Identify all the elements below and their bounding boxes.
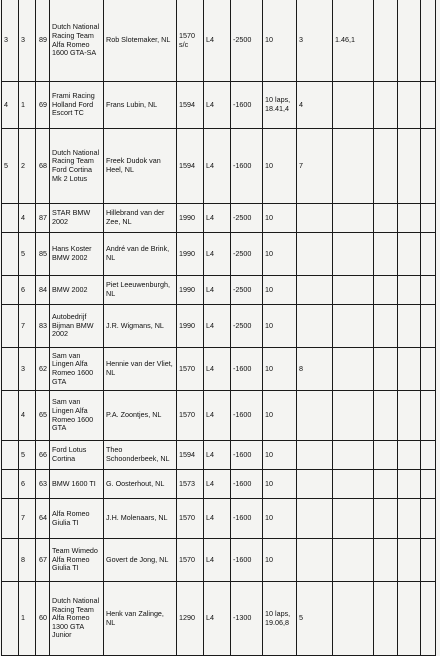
empty-cell	[374, 539, 398, 582]
empty-cell	[398, 441, 421, 470]
empty-cell	[374, 204, 398, 233]
category-cell: -2500	[231, 305, 263, 348]
driver-cell: Hennie van der Vliet, NL	[104, 348, 177, 391]
class-cell: 4	[19, 204, 36, 233]
cc-cell: 1290	[177, 582, 204, 656]
pos-cell	[2, 470, 19, 499]
driver-cell: Govert de Jong, NL	[104, 539, 177, 582]
class-cell: 1	[19, 582, 36, 656]
table-row	[2, 233, 436, 276]
table-row	[2, 0, 436, 82]
time-cell	[333, 441, 374, 470]
time-cell	[333, 391, 374, 441]
class-cell: 6	[19, 470, 36, 499]
empty-cell	[421, 441, 436, 470]
number-cell: 60	[36, 582, 50, 656]
number-cell: 63	[36, 470, 50, 499]
table-row	[2, 582, 436, 656]
laps-cell: 10	[263, 276, 297, 305]
empty-cell	[398, 391, 421, 441]
laps-cell: 10	[263, 470, 297, 499]
cylinder-cell: L4	[204, 233, 231, 276]
table-row	[2, 499, 436, 539]
empty-cell	[421, 82, 436, 129]
pos-cell	[2, 499, 19, 539]
number-cell: 89	[36, 0, 50, 82]
table-row	[2, 348, 436, 391]
number-cell: 87	[36, 204, 50, 233]
cc-cell: 1570	[177, 499, 204, 539]
laps-cell: 10 laps, 19.06,8	[263, 582, 297, 656]
cylinder-cell: L4	[204, 204, 231, 233]
table-row	[2, 276, 436, 305]
class-cell: 3	[19, 348, 36, 391]
team-car-cell: Autobedrijf Bijman BMW 2002	[50, 305, 104, 348]
team-car-cell: Alfa Romeo Giulia TI	[50, 499, 104, 539]
class-position-cell: 4	[297, 82, 333, 129]
time-cell	[333, 348, 374, 391]
category-cell: -1600	[231, 82, 263, 129]
laps-cell: 10	[263, 539, 297, 582]
driver-cell: Theo Schoonderbeek, NL	[104, 441, 177, 470]
pos-cell: 4	[2, 82, 19, 129]
driver-cell: André van de Brink, NL	[104, 233, 177, 276]
empty-cell	[421, 233, 436, 276]
empty-cell	[421, 0, 436, 82]
table-row	[2, 305, 436, 348]
cylinder-cell: L4	[204, 82, 231, 129]
empty-cell	[398, 0, 421, 82]
cylinder-cell: L4	[204, 441, 231, 470]
cc-cell: 1570	[177, 391, 204, 441]
time-cell	[333, 582, 374, 656]
cylinder-cell: L4	[204, 582, 231, 656]
number-cell: 68	[36, 129, 50, 204]
empty-cell	[421, 499, 436, 539]
category-cell: -1600	[231, 499, 263, 539]
team-car-cell: Dutch National Racing Team Ford Cortina Mk 2 Lotus	[50, 129, 104, 204]
laps-cell: 10	[263, 391, 297, 441]
category-cell: -2500	[231, 204, 263, 233]
pos-cell: 5	[2, 129, 19, 204]
number-cell: 64	[36, 499, 50, 539]
cc-cell: 1594	[177, 441, 204, 470]
class-position-cell	[297, 276, 333, 305]
driver-cell: Hillebrand van der Zee, NL	[104, 204, 177, 233]
empty-cell	[421, 305, 436, 348]
class-position-cell: 3	[297, 0, 333, 82]
class-cell: 1	[19, 82, 36, 129]
laps-cell: 10	[263, 499, 297, 539]
class-position-cell: 8	[297, 348, 333, 391]
class-position-cell	[297, 204, 333, 233]
time-cell	[333, 539, 374, 582]
laps-cell: 10	[263, 204, 297, 233]
category-cell: -1600	[231, 348, 263, 391]
empty-cell	[398, 470, 421, 499]
laps-cell: 10	[263, 129, 297, 204]
results-table	[1, 0, 436, 656]
class-cell: 4	[19, 391, 36, 441]
cc-cell: 1570	[177, 348, 204, 391]
empty-cell	[421, 582, 436, 656]
class-position-cell	[297, 539, 333, 582]
pos-cell	[2, 204, 19, 233]
empty-cell	[421, 348, 436, 391]
empty-cell	[398, 539, 421, 582]
laps-cell: 10	[263, 0, 297, 82]
team-car-cell: BMW 2002	[50, 276, 104, 305]
laps-cell: 10	[263, 233, 297, 276]
time-cell	[333, 305, 374, 348]
class-cell: 6	[19, 276, 36, 305]
class-cell: 8	[19, 539, 36, 582]
laps-cell: 10	[263, 441, 297, 470]
cylinder-cell: L4	[204, 499, 231, 539]
number-cell: 66	[36, 441, 50, 470]
class-cell: 5	[19, 233, 36, 276]
pos-cell	[2, 233, 19, 276]
pos-cell	[2, 391, 19, 441]
team-car-cell: Sam van Lingen Alfa Romeo 1600 GTA	[50, 391, 104, 441]
empty-cell	[374, 276, 398, 305]
cylinder-cell: L4	[204, 305, 231, 348]
cylinder-cell: L4	[204, 129, 231, 204]
empty-cell	[421, 391, 436, 441]
table-row	[2, 539, 436, 582]
empty-cell	[398, 276, 421, 305]
category-cell: -1600	[231, 539, 263, 582]
driver-cell: Frans Lubin, NL	[104, 82, 177, 129]
cc-cell: 1990	[177, 276, 204, 305]
cylinder-cell: L4	[204, 470, 231, 499]
number-cell: 83	[36, 305, 50, 348]
cc-cell: 1594	[177, 129, 204, 204]
driver-cell: J.R. Wigmans, NL	[104, 305, 177, 348]
cc-cell: 1570	[177, 539, 204, 582]
empty-cell	[374, 233, 398, 276]
pos-cell: 3	[2, 0, 19, 82]
category-cell: -2500	[231, 276, 263, 305]
category-cell: -1600	[231, 391, 263, 441]
empty-cell	[374, 391, 398, 441]
number-cell: 62	[36, 348, 50, 391]
time-cell: 1.46,1	[333, 0, 374, 82]
empty-cell	[398, 233, 421, 276]
team-car-cell: Team Wimedo Alfa Romeo Giulia TI	[50, 539, 104, 582]
team-car-cell: STAR BMW 2002	[50, 204, 104, 233]
laps-cell: 10	[263, 305, 297, 348]
time-cell	[333, 276, 374, 305]
results-table-body	[2, 0, 436, 656]
class-position-cell	[297, 391, 333, 441]
empty-cell	[421, 470, 436, 499]
category-cell: -1600	[231, 129, 263, 204]
team-car-cell: BMW 1600 TI	[50, 470, 104, 499]
empty-cell	[374, 348, 398, 391]
number-cell: 84	[36, 276, 50, 305]
pos-cell	[2, 348, 19, 391]
driver-cell: Rob Slotemaker, NL	[104, 0, 177, 82]
team-car-cell: Hans Koster BMW 2002	[50, 233, 104, 276]
time-cell	[333, 470, 374, 499]
cc-cell: 1990	[177, 233, 204, 276]
driver-cell: P.A. Zoontjes, NL	[104, 391, 177, 441]
empty-cell	[398, 204, 421, 233]
empty-cell	[374, 129, 398, 204]
table-row	[2, 82, 436, 129]
empty-cell	[398, 582, 421, 656]
time-cell	[333, 204, 374, 233]
class-cell: 7	[19, 499, 36, 539]
table-row	[2, 470, 436, 499]
empty-cell	[398, 348, 421, 391]
laps-cell: 10	[263, 348, 297, 391]
category-cell: -2500	[231, 233, 263, 276]
empty-cell	[374, 499, 398, 539]
cc-cell: 1990	[177, 305, 204, 348]
table-row	[2, 129, 436, 204]
class-cell: 7	[19, 305, 36, 348]
class-position-cell: 7	[297, 129, 333, 204]
pos-cell	[2, 276, 19, 305]
cylinder-cell: L4	[204, 539, 231, 582]
table-row	[2, 391, 436, 441]
pos-cell	[2, 305, 19, 348]
empty-cell	[398, 305, 421, 348]
time-cell	[333, 233, 374, 276]
team-car-cell: Dutch National Racing Team Alfa Romeo 1300 GTA Junior	[50, 582, 104, 656]
team-car-cell: Ford Lotus Cortina	[50, 441, 104, 470]
time-cell	[333, 499, 374, 539]
cc-cell: 1990	[177, 204, 204, 233]
empty-cell	[374, 582, 398, 656]
driver-cell: G. Oosterhout, NL	[104, 470, 177, 499]
team-car-cell: Dutch National Racing Team Alfa Romeo 1600 GTA-SA	[50, 0, 104, 82]
class-position-cell: 5	[297, 582, 333, 656]
empty-cell	[421, 204, 436, 233]
empty-cell	[398, 82, 421, 129]
laps-cell: 10 laps, 18.41,4	[263, 82, 297, 129]
pos-cell	[2, 539, 19, 582]
class-cell: 2	[19, 129, 36, 204]
empty-cell	[421, 539, 436, 582]
category-cell: -1600	[231, 441, 263, 470]
cc-cell: 1594	[177, 82, 204, 129]
cc-cell: 1570 s/c	[177, 0, 204, 82]
empty-cell	[374, 441, 398, 470]
cc-cell: 1573	[177, 470, 204, 499]
category-cell: -2500	[231, 0, 263, 82]
driver-cell: Piet Leeuwenburgh, NL	[104, 276, 177, 305]
class-position-cell	[297, 305, 333, 348]
class-position-cell	[297, 441, 333, 470]
cylinder-cell: L4	[204, 276, 231, 305]
empty-cell	[374, 0, 398, 82]
cylinder-cell: L4	[204, 391, 231, 441]
time-cell	[333, 82, 374, 129]
empty-cell	[398, 499, 421, 539]
empty-cell	[421, 276, 436, 305]
category-cell: -1600	[231, 470, 263, 499]
driver-cell: J.H. Molenaars, NL	[104, 499, 177, 539]
pos-cell	[2, 441, 19, 470]
class-cell: 3	[19, 0, 36, 82]
class-position-cell	[297, 499, 333, 539]
number-cell: 67	[36, 539, 50, 582]
time-cell	[333, 129, 374, 204]
number-cell: 69	[36, 82, 50, 129]
category-cell: -1300	[231, 582, 263, 656]
driver-cell: Freek Dudok van Heel, NL	[104, 129, 177, 204]
class-position-cell	[297, 470, 333, 499]
cylinder-cell: L4	[204, 348, 231, 391]
empty-cell	[398, 129, 421, 204]
pos-cell	[2, 582, 19, 656]
empty-cell	[374, 470, 398, 499]
driver-cell: Henk van Zalinge, NL	[104, 582, 177, 656]
class-cell: 5	[19, 441, 36, 470]
table-row	[2, 204, 436, 233]
empty-cell	[374, 82, 398, 129]
cylinder-cell: L4	[204, 0, 231, 82]
empty-cell	[421, 129, 436, 204]
table-row	[2, 441, 436, 470]
team-car-cell: Sam van Lingen Alfa Romeo 1600 GTA	[50, 348, 104, 391]
class-position-cell	[297, 233, 333, 276]
number-cell: 85	[36, 233, 50, 276]
empty-cell	[374, 305, 398, 348]
number-cell: 65	[36, 391, 50, 441]
team-car-cell: Frami Racing Holland Ford Escort TC	[50, 82, 104, 129]
